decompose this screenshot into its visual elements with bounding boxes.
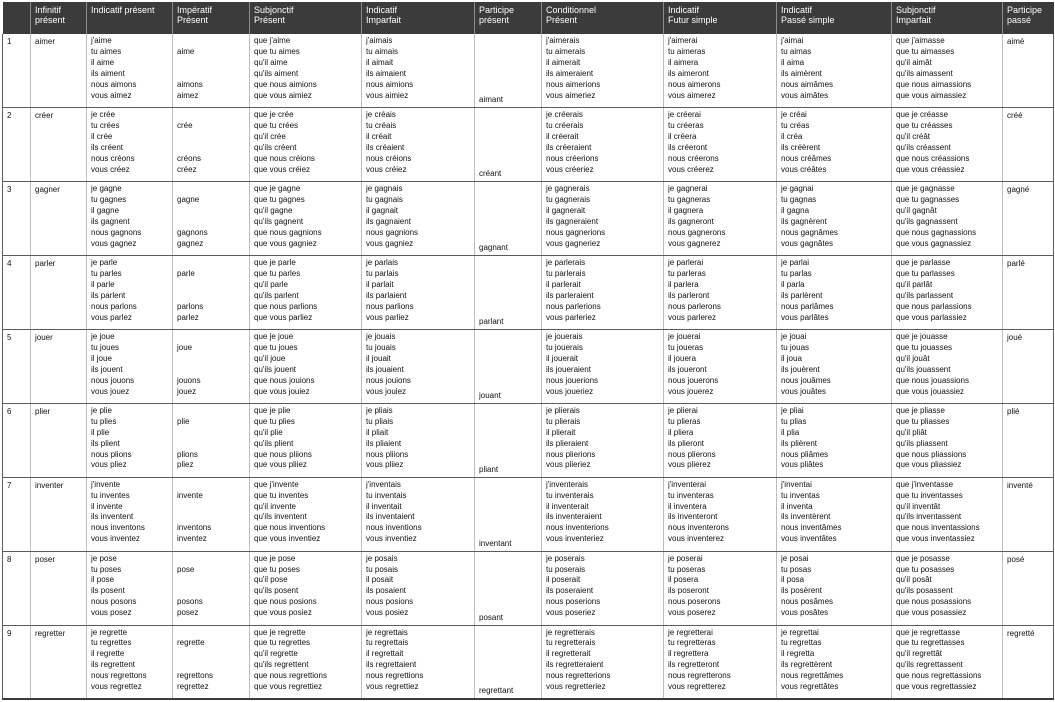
futur-simple-cell: j'inventerai tu inventeras il inventera ils inventeront nous inventerons vous inventerez	[664, 477, 777, 551]
imperatif-cell: aime aimons aimez	[173, 34, 250, 108]
conditionnel-cell: je regretterais tu regretterais il regretterait ils regretteraient nous regretterions vous regretteriez	[542, 625, 664, 699]
row-number: 6	[3, 403, 31, 477]
row-number: 4	[3, 256, 31, 330]
subjonctif-imparfait-cell: que je parlasse que tu parlasses qu'il parlât qu'ils parlassent que nous parlassions que vous parlassiez	[892, 256, 1003, 330]
passe-simple-cell: je gagnai tu gagnas il gagna ils gagnèrent nous gagnâmes vous gagnâtes	[777, 182, 892, 256]
imperatif-cell: plie plions pliez	[173, 403, 250, 477]
conditionnel-cell: je gagnerais tu gagnerais il gagnerait ils gagneraient nous gagnerions vous gagneriez	[542, 182, 664, 256]
participe-present-cell: posant	[475, 551, 542, 625]
row-number: 1	[3, 34, 31, 108]
imparfait-cell: j'inventais tu inventais il inventait ils inventaient nous inventions vous inventiez	[362, 477, 475, 551]
participe-present-cell: créant	[475, 108, 542, 182]
indicatif-present-cell: j'invente tu inventes il invente ils inventent nous inventons vous inventez	[87, 477, 173, 551]
passe-simple-cell: je créai tu créas il créa ils créèrent nous créâmes vous créâtes	[777, 108, 892, 182]
imperatif-cell: gagne gagnons gagnez	[173, 182, 250, 256]
row-number: 5	[3, 330, 31, 404]
header-cell-number	[3, 2, 31, 34]
participe-passe-cell: posé	[1003, 551, 1054, 625]
conjugation-table	[2, 2, 1054, 700]
verb-row	[3, 330, 1054, 404]
passe-simple-cell: j'inventai tu inventas il inventa ils inventèrent nous inventâmes vous inventâtes	[777, 477, 892, 551]
conditionnel-cell: j'inventerais tu inventerais il inventerait ils inventeraient nous inventerions vous inventeriez	[542, 477, 664, 551]
indicatif-present-cell: je crée tu crées il crée ils créent nous créons vous créez	[87, 108, 173, 182]
passe-simple-cell: je regrettai tu regrettas il regretta ils regrettèrent nous regrettâmes vous regrettâtes	[777, 625, 892, 699]
subjonctif-present-cell: que je crée que tu crées qu'il crée qu'ils créent que nous créions que vous créiez	[250, 108, 362, 182]
passe-simple-cell: je pliai tu plias il plia ils plièrent nous pliâmes vous pliâtes	[777, 403, 892, 477]
imperatif-cell: crée créons créez	[173, 108, 250, 182]
participe-present-cell: regrettant	[475, 625, 542, 699]
imparfait-cell: je parlais tu parlais il parlait ils parlaient nous parlions vous parliez	[362, 256, 475, 330]
subjonctif-present-cell: que je gagne que tu gagnes qu'il gagne qu'ils gagnent que nous gagnions que vous gagniez	[250, 182, 362, 256]
participe-present-cell: aimant	[475, 34, 542, 108]
header-cell-indicatif-imparfait: Indicatif Imparfait	[362, 2, 475, 34]
indicatif-present-cell: je joue tu joues il joue ils jouent nous jouons vous jouez	[87, 330, 173, 404]
header-cell-infinitif: Infinitif présent	[31, 2, 87, 34]
participe-present-cell: inventant	[475, 477, 542, 551]
indicatif-present-cell: je parle tu parles il parle ils parlent nous parlons vous parlez	[87, 256, 173, 330]
participe-present-cell: pliant	[475, 403, 542, 477]
infinitive-cell: créer	[31, 108, 87, 182]
subjonctif-imparfait-cell: que je créasse que tu créasses qu'il créât qu'ils créassent que nous créassions que vous créassiez	[892, 108, 1003, 182]
row-number: 7	[3, 477, 31, 551]
imparfait-cell: je gagnais tu gagnais il gagnait ils gagnaient nous gagnions vous gagniez	[362, 182, 475, 256]
subjonctif-imparfait-cell: que je posasse que tu posasses qu'il posât qu'ils posassent que nous posassions que vous posassiez	[892, 551, 1003, 625]
conditionnel-cell: je plierais tu plierais il plierait ils plieraient nous plierions vous plieriez	[542, 403, 664, 477]
subjonctif-imparfait-cell: que je jouasse que tu jouasses qu'il jouât qu'ils jouassent que nous jouassions que vous jouassiez	[892, 330, 1003, 404]
verb-row	[3, 625, 1054, 699]
subjonctif-imparfait-cell: que je gagnasse que tu gagnasses qu'il gagnât qu'ils gagnassent que nous gagnassions que vous gagnassiez	[892, 182, 1003, 256]
imparfait-cell: je regrettais tu regrettais il regrettait ils regrettaient nous regrettions vous regrettiez	[362, 625, 475, 699]
verb-row	[3, 256, 1054, 330]
futur-simple-cell: j'aimerai tu aimeras il aimera ils aimeront nous aimerons vous aimerez	[664, 34, 777, 108]
conditionnel-cell: j'aimerais tu aimerais il aimerait ils aimeraient nous aimerions vous aimeriez	[542, 34, 664, 108]
subjonctif-present-cell: que je plie que tu plies qu'il plie qu'ils plient que nous pliions que vous pliiez	[250, 403, 362, 477]
subjonctif-imparfait-cell: que je regrettasse que tu regrettasses qu'il regrettât qu'ils regrettassent que nous regrettassions que vous regrettassiez	[892, 625, 1003, 699]
imparfait-cell: je posais tu posais il posait ils posaient nous posions vous posiez	[362, 551, 475, 625]
infinitive-cell: aimer	[31, 34, 87, 108]
infinitive-cell: gagner	[31, 182, 87, 256]
futur-simple-cell: je poserai tu poseras il posera ils poseront nous poserons vous poserez	[664, 551, 777, 625]
subjonctif-imparfait-cell: que je pliasse que tu pliasses qu'il pliât qu'ils pliassent que nous pliassions que vous pliassiez	[892, 403, 1003, 477]
imperatif-cell: joue jouons jouez	[173, 330, 250, 404]
header-row	[3, 2, 1054, 34]
passe-simple-cell: je parlai tu parlas il parla ils parlèrent nous parlâmes vous parlâtes	[777, 256, 892, 330]
header-cell-indicatif-present: Indicatif présent	[87, 2, 173, 34]
conditionnel-cell: je jouerais tu jouerais il jouerait ils joueraient nous jouerions vous joueriez	[542, 330, 664, 404]
indicatif-present-cell: je gagne tu gagnes il gagne ils gagnent nous gagnons vous gagnez	[87, 182, 173, 256]
passe-simple-cell: je posai tu posas il posa ils posèrent nous posâmes vous posâtes	[777, 551, 892, 625]
futur-simple-cell: je créerai tu créeras il créera ils créeront nous créerons vous créerez	[664, 108, 777, 182]
conditionnel-cell: je poserais tu poserais il poserait ils poseraient nous poserions vous poseriez	[542, 551, 664, 625]
verb-row	[3, 477, 1054, 551]
participe-passe-cell: joué	[1003, 330, 1054, 404]
indicatif-present-cell: je plie tu plies il plie ils plient nous plions vous pliez	[87, 403, 173, 477]
participe-passe-cell: créé	[1003, 108, 1054, 182]
futur-simple-cell: je jouerai tu joueras il jouera ils joueront nous jouerons vous jouerez	[664, 330, 777, 404]
infinitive-cell: plier	[31, 403, 87, 477]
infinitive-cell: poser	[31, 551, 87, 625]
header-cell-imperatif: Impératif Présent	[173, 2, 250, 34]
participe-present-cell: jouant	[475, 330, 542, 404]
imperatif-cell: pose posons posez	[173, 551, 250, 625]
infinitive-cell: jouer	[31, 330, 87, 404]
conditionnel-cell: je créerais tu créerais il créerait ils créeraient nous créerions vous créeriez	[542, 108, 664, 182]
imparfait-cell: je jouais tu jouais il jouait ils jouaient nous jouions vous jouiez	[362, 330, 475, 404]
infinitive-cell: regretter	[31, 625, 87, 699]
header-cell-passe-simple: Indicatif Passé simple	[777, 2, 892, 34]
participe-present-cell: gagnant	[475, 182, 542, 256]
participe-passe-cell: aimé	[1003, 34, 1054, 108]
imperatif-cell: regrette regrettons regrettez	[173, 625, 250, 699]
imperatif-cell: parle parlons parlez	[173, 256, 250, 330]
subjonctif-present-cell: que je joue que tu joues qu'il joue qu'ils jouent que nous jouions que vous jouiez	[250, 330, 362, 404]
verb-row	[3, 108, 1054, 182]
participe-passe-cell: regretté	[1003, 625, 1054, 699]
subjonctif-present-cell: que je pose que tu poses qu'il pose qu'ils posent que nous posions que vous posiez	[250, 551, 362, 625]
participe-passe-cell: gagné	[1003, 182, 1054, 256]
verb-row	[3, 551, 1054, 625]
futur-simple-cell: je regretterai tu regretteras il regrettera ils regretteront nous regretterons vous regretterez	[664, 625, 777, 699]
conditionnel-cell: je parlerais tu parlerais il parlerait ils parleraient nous parlerions vous parleriez	[542, 256, 664, 330]
subjonctif-present-cell: que j'invente que tu inventes qu'il invente qu'ils inventent que nous inventions que vous inventiez	[250, 477, 362, 551]
passe-simple-cell: je jouai tu jouas il joua ils jouèrent nous jouâmes vous jouâtes	[777, 330, 892, 404]
header-cell-participe-passe: Participe passé	[1003, 2, 1054, 34]
header-cell-subjonctif-present: Subjonctif Présent	[250, 2, 362, 34]
row-number: 2	[3, 108, 31, 182]
indicatif-present-cell: je pose tu poses il pose ils posent nous posons vous posez	[87, 551, 173, 625]
imparfait-cell: je créais tu créais il créait ils créaient nous créions vous créiez	[362, 108, 475, 182]
header-cell-participe-present: Participe présent	[475, 2, 542, 34]
futur-simple-cell: je gagnerai tu gagneras il gagnera ils gagneront nous gagnerons vous gagnerez	[664, 182, 777, 256]
participe-passe-cell: parlé	[1003, 256, 1054, 330]
header-cell-subjonctif-imparfait: Subjonctif Imparfait	[892, 2, 1003, 34]
subjonctif-imparfait-cell: que j'aimasse que tu aimasses qu'il aimât qu'ils aimassent que nous aimassions que vous aimassiez	[892, 34, 1003, 108]
verb-row	[3, 403, 1054, 477]
header-cell-conditionnel: Conditionnel Présent	[542, 2, 664, 34]
indicatif-present-cell: je regrette tu regrettes il regrette ils regrettent nous regrettons vous regrettez	[87, 625, 173, 699]
subjonctif-present-cell: que je parle que tu parles qu'il parle qu'ils parlent que nous parlions que vous parliez	[250, 256, 362, 330]
header-cell-futur-simple: Indicatif Futur simple	[664, 2, 777, 34]
verb-row	[3, 182, 1054, 256]
futur-simple-cell: je plierai tu plieras il pliera ils plieront nous plierons vous plierez	[664, 403, 777, 477]
row-number: 9	[3, 625, 31, 699]
participe-passe-cell: inventé	[1003, 477, 1054, 551]
subjonctif-imparfait-cell: que j'inventasse que tu inventasses qu'il inventât qu'ils inventassent que nous inventassions que vous inventassiez	[892, 477, 1003, 551]
passe-simple-cell: j'aimai tu aimas il aima ils aimèrent nous aimâmes vous aimâtes	[777, 34, 892, 108]
infinitive-cell: inventer	[31, 477, 87, 551]
participe-present-cell: parlant	[475, 256, 542, 330]
indicatif-present-cell: j'aime tu aimes il aime ils aiment nous aimons vous aimez	[87, 34, 173, 108]
verb-row	[3, 34, 1054, 108]
futur-simple-cell: je parlerai tu parleras il parlera ils parleront nous parlerons vous parlerez	[664, 256, 777, 330]
row-number: 8	[3, 551, 31, 625]
imparfait-cell: j'aimais tu aimais il aimait ils aimaient nous aimions vous aimiez	[362, 34, 475, 108]
imparfait-cell: je pliais tu pliais il pliait ils pliaient nous pliions vous pliiez	[362, 403, 475, 477]
imperatif-cell: invente inventons inventez	[173, 477, 250, 551]
subjonctif-present-cell: que je regrette que tu regrettes qu'il regrette qu'ils regrettent que nous regrettions que vous regrettiez	[250, 625, 362, 699]
subjonctif-present-cell: que j'aime que tu aimes qu'il aime qu'ils aiment que nous aimions que vous aimiez	[250, 34, 362, 108]
infinitive-cell: parler	[31, 256, 87, 330]
participe-passe-cell: plié	[1003, 403, 1054, 477]
row-number: 3	[3, 182, 31, 256]
